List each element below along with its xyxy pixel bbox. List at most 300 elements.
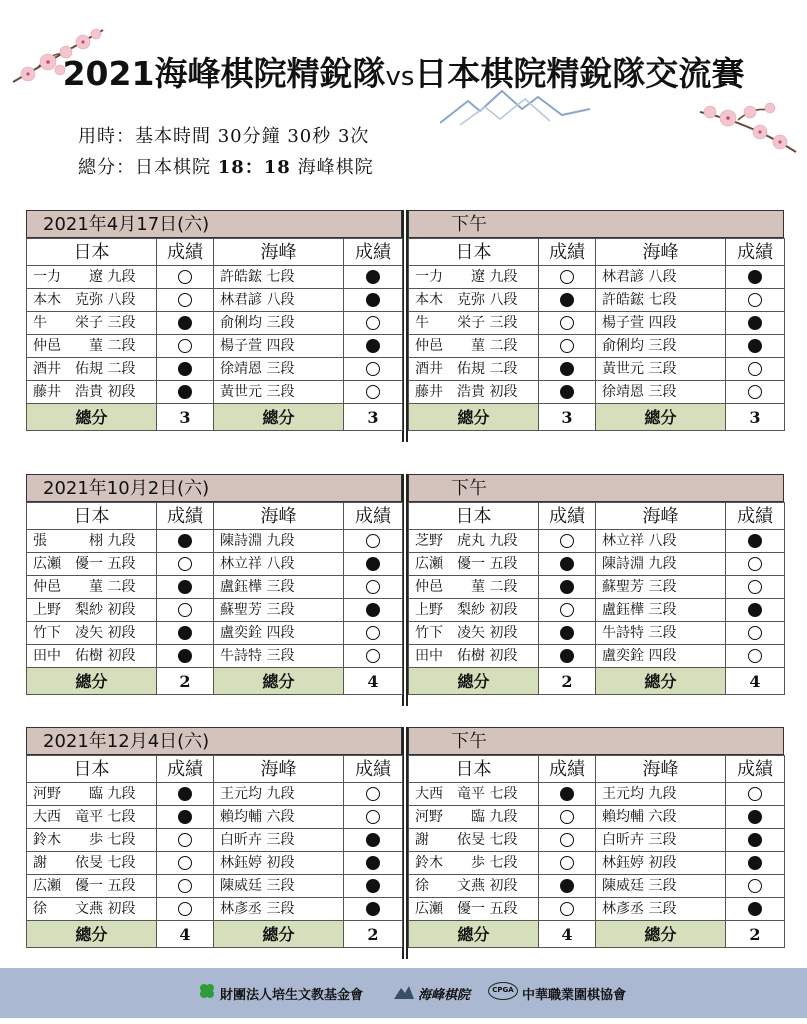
haifeng-player-name: 王元均 九段 — [596, 783, 726, 806]
total-row — [409, 404, 785, 431]
black-stone-icon — [178, 810, 192, 824]
japan-result-cell — [157, 576, 214, 599]
black-stone-icon — [366, 833, 380, 847]
japan-total-label: 總分 — [27, 668, 157, 695]
haifeng-total-label: 總分 — [596, 404, 726, 431]
japan-result-cell — [157, 829, 214, 852]
section-date-header: 2021年4月17日(六) — [26, 210, 402, 238]
haifeng-result-cell — [344, 645, 403, 668]
title-part2: 日本棋院精銳隊交流賽 — [414, 54, 745, 93]
white-stone-icon — [560, 603, 574, 617]
black-stone-icon — [560, 385, 574, 399]
title-vs: vs — [385, 62, 415, 92]
haifeng-player-name: 陳威廷 三段 — [596, 875, 726, 898]
black-stone-icon — [748, 902, 762, 916]
japan-player-name: 広瀬 優一 五段 — [409, 898, 539, 921]
table-row — [27, 783, 403, 806]
japan-total-value: 3 — [157, 404, 214, 431]
haifeng-player-name: 許皓鋐 七段 — [596, 289, 726, 312]
japan-player-name: 広瀬 優一 五段 — [409, 553, 539, 576]
black-stone-icon — [560, 362, 574, 376]
japan-player-name: 上野 梨紗 初段 — [27, 599, 157, 622]
japan-result-cell — [157, 530, 214, 553]
header-haifeng: 海峰 — [596, 239, 726, 266]
total-row — [27, 404, 403, 431]
haifeng-result-cell — [726, 335, 785, 358]
section-afternoon-header: 下午 — [408, 474, 784, 502]
black-stone-icon — [560, 787, 574, 801]
japan-result-cell — [539, 898, 596, 921]
section-date-header: 2021年12月4日(六) — [26, 727, 402, 755]
haifeng-result-cell — [344, 898, 403, 921]
haifeng-total-label: 總分 — [596, 668, 726, 695]
haifeng-player-name: 盧奕銓 四段 — [214, 622, 344, 645]
table-row — [409, 381, 785, 404]
table-header-row — [27, 756, 403, 783]
haifeng-result-cell — [344, 358, 403, 381]
white-stone-icon — [178, 856, 192, 870]
table-row — [409, 622, 785, 645]
table-header-row — [27, 503, 403, 530]
japan-total-value: 3 — [539, 404, 596, 431]
haifeng-total-value: 4 — [726, 668, 785, 695]
white-stone-icon — [178, 270, 192, 284]
japan-result-cell — [157, 266, 214, 289]
black-stone-icon — [178, 534, 192, 548]
haifeng-result-cell — [344, 335, 403, 358]
japan-player-name: 上野 梨紗 初段 — [409, 599, 539, 622]
japan-result-cell — [157, 852, 214, 875]
white-stone-icon — [560, 270, 574, 284]
mountain-icon — [393, 982, 415, 1000]
japan-player-name: 謝 依旻 七段 — [27, 852, 157, 875]
white-stone-icon — [178, 902, 192, 916]
black-stone-icon — [366, 270, 380, 284]
results-table-left — [26, 238, 403, 431]
haifeng-result-cell — [726, 622, 785, 645]
white-stone-icon — [366, 810, 380, 824]
japan-player-name: 酒井 佑規 二段 — [409, 358, 539, 381]
japan-player-name: 牛 栄子 三段 — [27, 312, 157, 335]
table-row — [27, 289, 403, 312]
haifeng-player-name: 賴均輔 六段 — [596, 806, 726, 829]
header-result: 成績 — [539, 503, 596, 530]
japan-result-cell — [157, 553, 214, 576]
mountain-decoration-icon — [440, 85, 590, 127]
japan-player-name: 藤井 浩貴 初段 — [27, 381, 157, 404]
haifeng-result-cell — [726, 553, 785, 576]
japan-player-name: 河野 臨 九段 — [27, 783, 157, 806]
table-header-row — [409, 756, 785, 783]
haifeng-result-cell — [726, 852, 785, 875]
section-afternoon-header: 下午 — [408, 727, 784, 755]
haifeng-player-name: 黃世元 三段 — [214, 381, 344, 404]
table-row — [409, 289, 785, 312]
white-stone-icon — [366, 580, 380, 594]
japan-result-cell — [539, 335, 596, 358]
header-japan: 日本 — [27, 503, 157, 530]
header-result: 成績 — [344, 503, 403, 530]
time-rule-text: 用時：基本時間 30分鐘 30秒 3次 — [78, 126, 370, 147]
table-row — [27, 852, 403, 875]
white-stone-icon — [748, 649, 762, 663]
white-stone-icon — [178, 557, 192, 571]
black-stone-icon — [178, 385, 192, 399]
white-stone-icon — [178, 293, 192, 307]
cherry-blossom-right-icon — [698, 92, 798, 162]
results-table-right — [408, 238, 785, 431]
table-row — [409, 335, 785, 358]
japan-result-cell — [539, 806, 596, 829]
haifeng-result-cell — [344, 875, 403, 898]
table-row — [27, 266, 403, 289]
haifeng-player-name: 林君諺 八段 — [214, 289, 344, 312]
table-row — [409, 530, 785, 553]
white-stone-icon — [366, 626, 380, 640]
haifeng-player-name: 盧鈺樺 三段 — [214, 576, 344, 599]
japan-result-cell — [539, 358, 596, 381]
header-haifeng: 海峰 — [596, 503, 726, 530]
total-score-prefix: 總分：日本棋院 — [78, 157, 218, 178]
haifeng-result-cell — [344, 852, 403, 875]
black-stone-icon — [366, 879, 380, 893]
haifeng-result-cell — [344, 622, 403, 645]
haifeng-total-value: 3 — [726, 404, 785, 431]
header-japan: 日本 — [409, 756, 539, 783]
results-table-left — [26, 502, 403, 695]
haifeng-total-value: 3 — [344, 404, 403, 431]
haifeng-player-name: 許皓鋐 七段 — [214, 266, 344, 289]
haifeng-result-cell — [726, 358, 785, 381]
haifeng-result-cell — [344, 553, 403, 576]
white-stone-icon — [560, 316, 574, 330]
haifeng-player-name: 俞俐均 三段 — [596, 335, 726, 358]
japan-result-cell — [157, 806, 214, 829]
header-result: 成績 — [726, 756, 785, 783]
japan-result-cell — [539, 852, 596, 875]
white-stone-icon — [560, 810, 574, 824]
total-row — [409, 668, 785, 695]
black-stone-icon — [748, 833, 762, 847]
japan-player-name: 仲邑 菫 二段 — [409, 576, 539, 599]
white-stone-icon — [178, 833, 192, 847]
japan-total-value: 4 — [157, 921, 214, 948]
haifeng-player-name: 林彥丞 三段 — [214, 898, 344, 921]
page-title — [0, 48, 807, 95]
results-table-right — [408, 502, 785, 695]
japan-result-cell — [539, 576, 596, 599]
japan-result-cell — [539, 645, 596, 668]
japan-result-cell — [539, 599, 596, 622]
japan-player-name: 広瀬 優一 五段 — [27, 553, 157, 576]
japan-result-cell — [539, 381, 596, 404]
haifeng-player-name: 盧奕銓 四段 — [596, 645, 726, 668]
total-row — [409, 921, 785, 948]
haifeng-player-name: 林立祥 八段 — [214, 553, 344, 576]
black-stone-icon — [560, 649, 574, 663]
white-stone-icon — [748, 580, 762, 594]
black-stone-icon — [178, 316, 192, 330]
black-stone-icon — [560, 626, 574, 640]
black-stone-icon — [560, 557, 574, 571]
japan-player-name: 徐 文燕 初段 — [409, 875, 539, 898]
japan-total-value: 2 — [539, 668, 596, 695]
haifeng-result-cell — [726, 576, 785, 599]
total-row — [27, 921, 403, 948]
black-stone-icon — [178, 649, 192, 663]
header-result: 成績 — [344, 239, 403, 266]
haifeng-total-label: 總分 — [214, 668, 344, 695]
haifeng-player-name: 徐靖恩 三段 — [596, 381, 726, 404]
header-result: 成績 — [726, 503, 785, 530]
haifeng-player-name: 林君諺 八段 — [596, 266, 726, 289]
white-stone-icon — [748, 626, 762, 640]
black-stone-icon — [748, 270, 762, 284]
table-row — [409, 645, 785, 668]
haifeng-result-cell — [344, 289, 403, 312]
japan-result-cell — [539, 622, 596, 645]
japan-result-cell — [157, 783, 214, 806]
japan-player-name: 本木 克弥 八段 — [27, 289, 157, 312]
table-row — [409, 875, 785, 898]
table-row — [27, 829, 403, 852]
table-row — [27, 381, 403, 404]
japan-result-cell — [539, 289, 596, 312]
japan-player-name: 徐 文燕 初段 — [27, 898, 157, 921]
black-stone-icon — [560, 293, 574, 307]
header-result: 成績 — [539, 239, 596, 266]
japan-result-cell — [539, 530, 596, 553]
black-stone-icon — [748, 603, 762, 617]
haifeng-result-cell — [344, 576, 403, 599]
white-stone-icon — [560, 833, 574, 847]
haifeng-result-cell — [344, 530, 403, 553]
black-stone-icon — [366, 293, 380, 307]
japan-total-value: 4 — [539, 921, 596, 948]
haifeng-player-name: 楊子萱 四段 — [214, 335, 344, 358]
japan-total-label: 總分 — [27, 921, 157, 948]
white-stone-icon — [560, 856, 574, 870]
haifeng-player-name: 黃世元 三段 — [596, 358, 726, 381]
results-table-right — [408, 755, 785, 948]
haifeng-total-label: 總分 — [214, 921, 344, 948]
haifeng-player-name: 蘇聖芳 三段 — [214, 599, 344, 622]
black-stone-icon — [748, 339, 762, 353]
table-row — [27, 576, 403, 599]
table-row — [27, 806, 403, 829]
black-stone-icon — [560, 580, 574, 594]
white-stone-icon — [366, 649, 380, 663]
haifeng-player-name: 牛詩特 三段 — [214, 645, 344, 668]
table-row — [27, 898, 403, 921]
japan-result-cell — [539, 783, 596, 806]
japan-player-name: 鈴木 歩 七段 — [27, 829, 157, 852]
haifeng-total-label: 總分 — [214, 404, 344, 431]
black-stone-icon — [748, 316, 762, 330]
table-row — [409, 266, 785, 289]
japan-player-name: 大西 竜平 七段 — [409, 783, 539, 806]
haifeng-player-name: 林鈺婷 初段 — [596, 852, 726, 875]
black-stone-icon — [366, 557, 380, 571]
white-stone-icon — [178, 879, 192, 893]
white-stone-icon — [366, 316, 380, 330]
black-stone-icon — [178, 362, 192, 376]
japan-player-name: 河野 臨 九段 — [409, 806, 539, 829]
table-row — [27, 599, 403, 622]
haifeng-player-name: 俞俐均 三段 — [214, 312, 344, 335]
japan-result-cell — [157, 335, 214, 358]
header-japan: 日本 — [27, 239, 157, 266]
table-row — [409, 829, 785, 852]
table-row — [27, 335, 403, 358]
haifeng-result-cell — [344, 783, 403, 806]
table-header-row — [409, 239, 785, 266]
japan-result-cell — [157, 875, 214, 898]
table-row — [409, 806, 785, 829]
black-stone-icon — [366, 856, 380, 870]
japan-result-cell — [539, 266, 596, 289]
haifeng-result-cell — [726, 312, 785, 335]
header-haifeng: 海峰 — [214, 503, 344, 530]
total-score-suffix: 海峰棋院 — [290, 157, 374, 178]
haifeng-result-cell — [726, 530, 785, 553]
japan-total-value: 2 — [157, 668, 214, 695]
table-row — [27, 312, 403, 335]
haifeng-player-name: 陳詩淵 九段 — [596, 553, 726, 576]
haifeng-total-label: 總分 — [596, 921, 726, 948]
japan-player-name: 酒井 佑規 二段 — [27, 358, 157, 381]
haifeng-result-cell — [726, 806, 785, 829]
black-stone-icon — [178, 787, 192, 801]
haifeng-total-value: 2 — [726, 921, 785, 948]
table-row — [409, 576, 785, 599]
japan-player-name: 牛 栄子 三段 — [409, 312, 539, 335]
haifeng-player-name: 白昕卉 三段 — [596, 829, 726, 852]
header-result: 成績 — [157, 503, 214, 530]
white-stone-icon — [366, 385, 380, 399]
total-row — [27, 668, 403, 695]
japan-player-name: 藤井 浩貴 初段 — [409, 381, 539, 404]
table-row — [409, 852, 785, 875]
table-row — [409, 599, 785, 622]
japan-result-cell — [539, 829, 596, 852]
haifeng-player-name: 盧鈺樺 三段 — [596, 599, 726, 622]
white-stone-icon — [366, 787, 380, 801]
japan-result-cell — [539, 553, 596, 576]
japan-player-name: 謝 依旻 七段 — [409, 829, 539, 852]
japan-player-name: 一力 遼 九段 — [409, 266, 539, 289]
title-part1: 2021海峰棋院精銳隊 — [62, 54, 386, 93]
haifeng-result-cell — [344, 381, 403, 404]
haifeng-result-cell — [726, 289, 785, 312]
japan-result-cell — [157, 622, 214, 645]
table-row — [27, 622, 403, 645]
japan-player-name: 田中 佑樹 初段 — [27, 645, 157, 668]
haifeng-player-name: 林鈺婷 初段 — [214, 852, 344, 875]
white-stone-icon — [366, 534, 380, 548]
haifeng-result-cell — [726, 645, 785, 668]
haifeng-player-name: 林立祥 八段 — [596, 530, 726, 553]
white-stone-icon — [178, 339, 192, 353]
japan-player-name: 田中 佑樹 初段 — [409, 645, 539, 668]
japan-result-cell — [157, 898, 214, 921]
japan-player-name: 竹下 凌矢 初段 — [409, 622, 539, 645]
haifeng-result-cell — [726, 783, 785, 806]
black-stone-icon — [366, 339, 380, 353]
haifeng-player-name: 白昕卉 三段 — [214, 829, 344, 852]
white-stone-icon — [748, 787, 762, 801]
haifeng-result-cell — [344, 312, 403, 335]
total-score-text — [78, 153, 374, 179]
header-japan: 日本 — [27, 756, 157, 783]
haifeng-total-value: 2 — [344, 921, 403, 948]
table-row — [409, 358, 785, 381]
table-row — [27, 553, 403, 576]
haifeng-result-cell — [344, 806, 403, 829]
japan-total-label: 總分 — [409, 668, 539, 695]
cpga-logo-icon: CPGA — [488, 982, 518, 1000]
haifeng-result-cell — [726, 898, 785, 921]
haifeng-result-cell — [344, 829, 403, 852]
white-stone-icon — [560, 339, 574, 353]
table-row — [27, 530, 403, 553]
header-haifeng: 海峰 — [214, 756, 344, 783]
japan-player-name: 仲邑 菫 二段 — [27, 576, 157, 599]
white-stone-icon — [748, 362, 762, 376]
japan-total-label: 總分 — [27, 404, 157, 431]
results-table-left — [26, 755, 403, 948]
haifeng-result-cell — [726, 381, 785, 404]
haifeng-result-cell — [344, 266, 403, 289]
japan-result-cell — [157, 599, 214, 622]
header-haifeng: 海峰 — [214, 239, 344, 266]
table-header-row — [27, 239, 403, 266]
haifeng-result-cell — [726, 875, 785, 898]
japan-result-cell — [539, 875, 596, 898]
table-row — [409, 553, 785, 576]
japan-player-name: 鈴木 歩 七段 — [409, 852, 539, 875]
white-stone-icon — [748, 557, 762, 571]
white-stone-icon — [560, 902, 574, 916]
white-stone-icon — [748, 293, 762, 307]
header-haifeng: 海峰 — [596, 756, 726, 783]
header-japan: 日本 — [409, 503, 539, 530]
japan-result-cell — [157, 358, 214, 381]
japan-result-cell — [539, 312, 596, 335]
japan-result-cell — [157, 289, 214, 312]
black-stone-icon — [748, 534, 762, 548]
header-result: 成績 — [344, 756, 403, 783]
japan-result-cell — [157, 312, 214, 335]
footer-org-cpga: 中華職業圍棋協會 — [522, 988, 627, 1003]
header-result: 成績 — [539, 756, 596, 783]
haifeng-player-name: 王元均 九段 — [214, 783, 344, 806]
table-row — [409, 783, 785, 806]
black-stone-icon — [178, 626, 192, 640]
table-row — [409, 898, 785, 921]
header-result: 成績 — [726, 239, 785, 266]
black-stone-icon — [366, 902, 380, 916]
japan-total-label: 總分 — [409, 921, 539, 948]
white-stone-icon — [366, 362, 380, 376]
table-row — [27, 875, 403, 898]
haifeng-player-name: 陳詩淵 九段 — [214, 530, 344, 553]
white-stone-icon — [748, 385, 762, 399]
header-japan: 日本 — [409, 239, 539, 266]
japan-player-name: 張 栩 九段 — [27, 530, 157, 553]
header-result: 成績 — [157, 756, 214, 783]
section-date-header: 2021年10月2日(六) — [26, 474, 402, 502]
